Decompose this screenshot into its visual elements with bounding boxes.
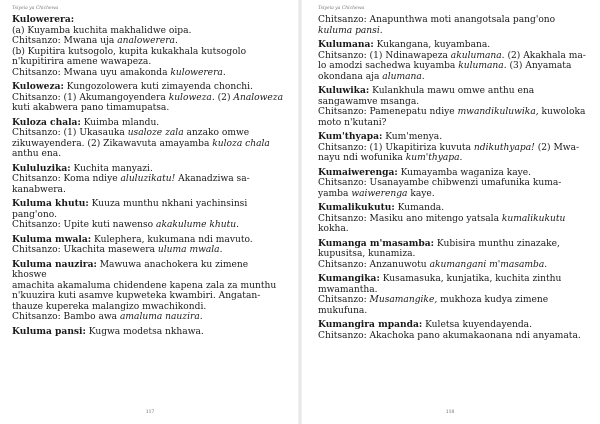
headword: Kumaiwerenga:: [318, 166, 398, 178]
definition: Kulankhula mawu omwe anthu ena: [369, 86, 535, 96]
example-phrase: kulumana.: [458, 61, 507, 71]
entry-line: [318, 40, 590, 51]
entry-line: zikuwayendera. (2) Zikawavuta amayamba kuloza chala: [12, 138, 270, 149]
definition: Kumanda.: [394, 203, 445, 213]
entry-line: [318, 239, 590, 250]
example-phrase: kuloza chala: [212, 138, 270, 149]
dictionary-entry: [318, 40, 590, 82]
definition: Kusamasuka, kunjatika, kuchita zinthu: [379, 274, 562, 284]
definition: Kuuza munthu nkhani yachinsinsi: [88, 199, 248, 209]
dictionary-entry: [318, 274, 590, 316]
dictionary-entry: [318, 132, 590, 164]
running-head-left: Tsiyeia ya Chichewa: [12, 6, 59, 11]
entry-line: [318, 168, 590, 179]
entry-line: Chitsanzo: Pamenepatu ndiye mwandikuluwika, kuwoloka: [318, 107, 586, 117]
entry-line: okondana aja alumana.: [318, 71, 425, 82]
entry-line: mukufuna.: [318, 305, 368, 316]
dictionary-entry: [12, 118, 284, 160]
example-phrase: amaluma nauzira.: [119, 312, 203, 322]
entry-line: [12, 164, 284, 175]
dictionary-entry: [318, 203, 590, 235]
example-phrase: aluluzikatu!: [120, 174, 176, 184]
page-number-left: 117: [145, 410, 155, 415]
entry-line: [12, 199, 284, 210]
entry-line: (b) Kupitira kutsogolo, kupita kukakhala kutsogolo: [12, 46, 247, 57]
entry-line: [12, 260, 284, 281]
example-phrase: Musamangike,: [369, 295, 438, 305]
entry-line: [12, 15, 284, 26]
entry-line: Chitsanzo: Masiku ano mitengo yatsala kumalikukutu: [318, 213, 566, 224]
definition: Kum'menya.: [382, 132, 443, 142]
entry-line: [318, 26, 590, 37]
dictionary-entry: [12, 164, 284, 196]
entry-line: Chitsanzo: Anapunthwa moti anangotsala pang'ono: [318, 15, 556, 25]
entry-line: [12, 118, 284, 129]
entry-line: [318, 132, 590, 143]
entry-line: mwamantha.: [318, 284, 378, 295]
running-head-right: Tsiyeia ya Chichewa: [318, 6, 365, 11]
definition: Kungozolowera kuti zimayenda chonchi.: [63, 82, 253, 92]
headword: Kululuzika:: [12, 162, 71, 174]
example-phrase: ndikuthyapa!: [473, 142, 535, 153]
example-phrase: waiwerenga: [351, 188, 408, 199]
entry-line: Chitsanzo: (1) Ndinawapeza akulumana. (2) Akakhala ma-: [318, 50, 586, 61]
example-phrase: usaloze zala: [127, 128, 184, 138]
dictionary-entry: [12, 327, 284, 338]
definition: Kukangana, kuyambana.: [373, 40, 491, 50]
headword: Kumangira mpanda:: [318, 319, 423, 330]
entry-line: kanabwera.: [12, 184, 66, 195]
right-column: [318, 15, 590, 345]
entry-line: [12, 235, 284, 246]
entry-line: kokha.: [318, 224, 349, 234]
entry-line: Chitsanzo: Akachoka pano akumakaonana ndi anyamata.: [318, 330, 581, 341]
entry-line: Chitsanzo: (1) Ukapitiriza kuvuta ndikuthyapa! (2) Mwa-: [318, 142, 580, 153]
entry-line: [12, 82, 284, 93]
dictionary-entry: [318, 320, 590, 341]
definition: Kubisira munthu zinazake,: [434, 238, 560, 249]
example-phrase: kulowerera.: [170, 67, 226, 78]
dictionary-entry: [318, 168, 590, 200]
entry-line: Chitsanzo: Bambo awa amaluma nauzira.: [12, 312, 203, 322]
headword: Kuluma pansi:: [12, 325, 86, 337]
entry-line: amachita akamaluma chidendene kapena zala za munthu: [12, 280, 277, 291]
dictionary-entry: [12, 82, 284, 114]
entry-line: n'kuuzira kuti asamve kupweteka kwambiri. Angatan-: [12, 291, 261, 301]
entry-line: kuti akabwera pano timamupatsa.: [12, 103, 170, 113]
entry-line: Chitsanzo: Koma ndiye aluluzikatu! Akanadziwa sa-: [12, 174, 250, 184]
definition: Kugwa modetsa nkhawa.: [85, 326, 204, 337]
headword: Kulowerera:: [12, 14, 75, 25]
headword: Kum'thyapa:: [318, 131, 383, 142]
entry-line: kupusitsa, kunamiza.: [318, 249, 416, 259]
dictionary-entry: [12, 199, 284, 231]
definition: Kuletsa kuyendayenda.: [422, 320, 532, 330]
entry-line: n'kupitirira amene wawapeza.: [12, 57, 152, 67]
right-page: [300, 0, 600, 424]
example-phrase: akakulume khutu.: [156, 220, 240, 230]
headword: Kuluma nauzira:: [12, 258, 97, 270]
entry-line: [318, 274, 590, 285]
entry-line: pang'ono.: [12, 209, 57, 220]
entry-line: [12, 327, 284, 338]
entry-line: anthu ena.: [12, 149, 62, 159]
entry-line: Chitsanzo: Mwana uyu amakonda kulowerera.: [12, 67, 226, 78]
example-phrase: kum'thyapa.: [405, 153, 463, 163]
example-phrase: akulumana.: [450, 50, 505, 61]
dictionary-entry: [318, 15, 590, 36]
headword: Kuloweza:: [12, 81, 64, 92]
dictionary-entry: [12, 260, 284, 323]
example-phrase: analowerera.: [117, 36, 178, 46]
entry-line: (a) Kuyamba kuchita makhalidwe oipa.: [12, 25, 192, 36]
left-column: [12, 15, 284, 341]
entry-line: Chitsanzo: Usanayambe chibwenzi umafunika kuma-: [318, 178, 562, 188]
headword: Kulumana:: [318, 39, 374, 50]
headword: Kumangika:: [318, 273, 380, 284]
entry-line: thauze kupereka malangizo mwachikondi.: [12, 301, 207, 312]
headword: Kuluma mwala:: [12, 233, 92, 245]
dictionary-entry: [12, 15, 284, 78]
example-phrase: kuluma pansi.: [318, 25, 383, 36]
entry-line: Chitsanzo: (1) Ukasauka usaloze zala anzako omwe: [12, 128, 250, 138]
entry-line: Chitsanzo: Mwana uja analowerera.: [12, 36, 178, 46]
entry-line: Chitsanzo: Musamangike, mukhoza kudya zimene: [318, 295, 549, 305]
example-phrase: kuloweza.: [168, 92, 215, 103]
dictionary-entry: [318, 86, 590, 128]
definition: Kuimba mlandu.: [80, 117, 160, 128]
entry-line: yamba waiwerenga kaye.: [318, 188, 435, 199]
definition: Kulephera, kukumana ndi mavuto.: [91, 234, 253, 245]
headword: Kumalikukutu:: [318, 202, 395, 213]
definition: Kuchita manyazi.: [70, 163, 153, 174]
entry-line: [318, 203, 590, 214]
entry-line: Chitsanzo: Ukachita masewera uluma mwala.: [12, 245, 223, 255]
dictionary-entry: [318, 239, 590, 271]
entry-line: [318, 86, 590, 97]
page-number-right: 118: [445, 410, 455, 415]
example-phrase: mwandikuluwika,: [457, 107, 539, 117]
example-phrase: Analoweza: [233, 92, 283, 103]
entry-line: moto n'kutani?: [318, 117, 387, 128]
entry-line: [318, 320, 590, 331]
example-phrase: alumana.: [382, 71, 425, 82]
entry-line: Chitsanzo: Anzanuwotu akumangani m'masamba.: [318, 259, 548, 270]
entry-line: sangawamve msanga.: [318, 96, 420, 107]
entry-line: nayu ndi wofunika kum'thyapa.: [318, 153, 463, 163]
headword: Kuluma khutu:: [12, 198, 89, 209]
headword: Kuluwika:: [318, 85, 370, 96]
example-phrase: kumalikukutu: [501, 213, 566, 224]
entry-line: lo amodzi sachedwa kuyamba kulumana. (3) Anyamata: [318, 61, 572, 71]
headword: Kuloza chala:: [12, 116, 81, 128]
entry-line: Chitsanzo: (1) Akumangoyendera kuloweza. (2) Analoweza: [12, 92, 283, 103]
entry-line: Chitsanzo: Upite kuti nawenso akakulume khutu.: [12, 220, 240, 230]
example-phrase: akumangani m'masamba.: [429, 259, 548, 270]
definition: Mawuwa anachokera ku zimene khoswe: [12, 259, 249, 280]
example-phrase: uluma mwala.: [157, 245, 223, 255]
headword: Kumanga m'masamba:: [318, 237, 435, 249]
dictionary-entry: [12, 235, 284, 256]
definition: Kumayamba waganiza kaye.: [397, 167, 532, 178]
